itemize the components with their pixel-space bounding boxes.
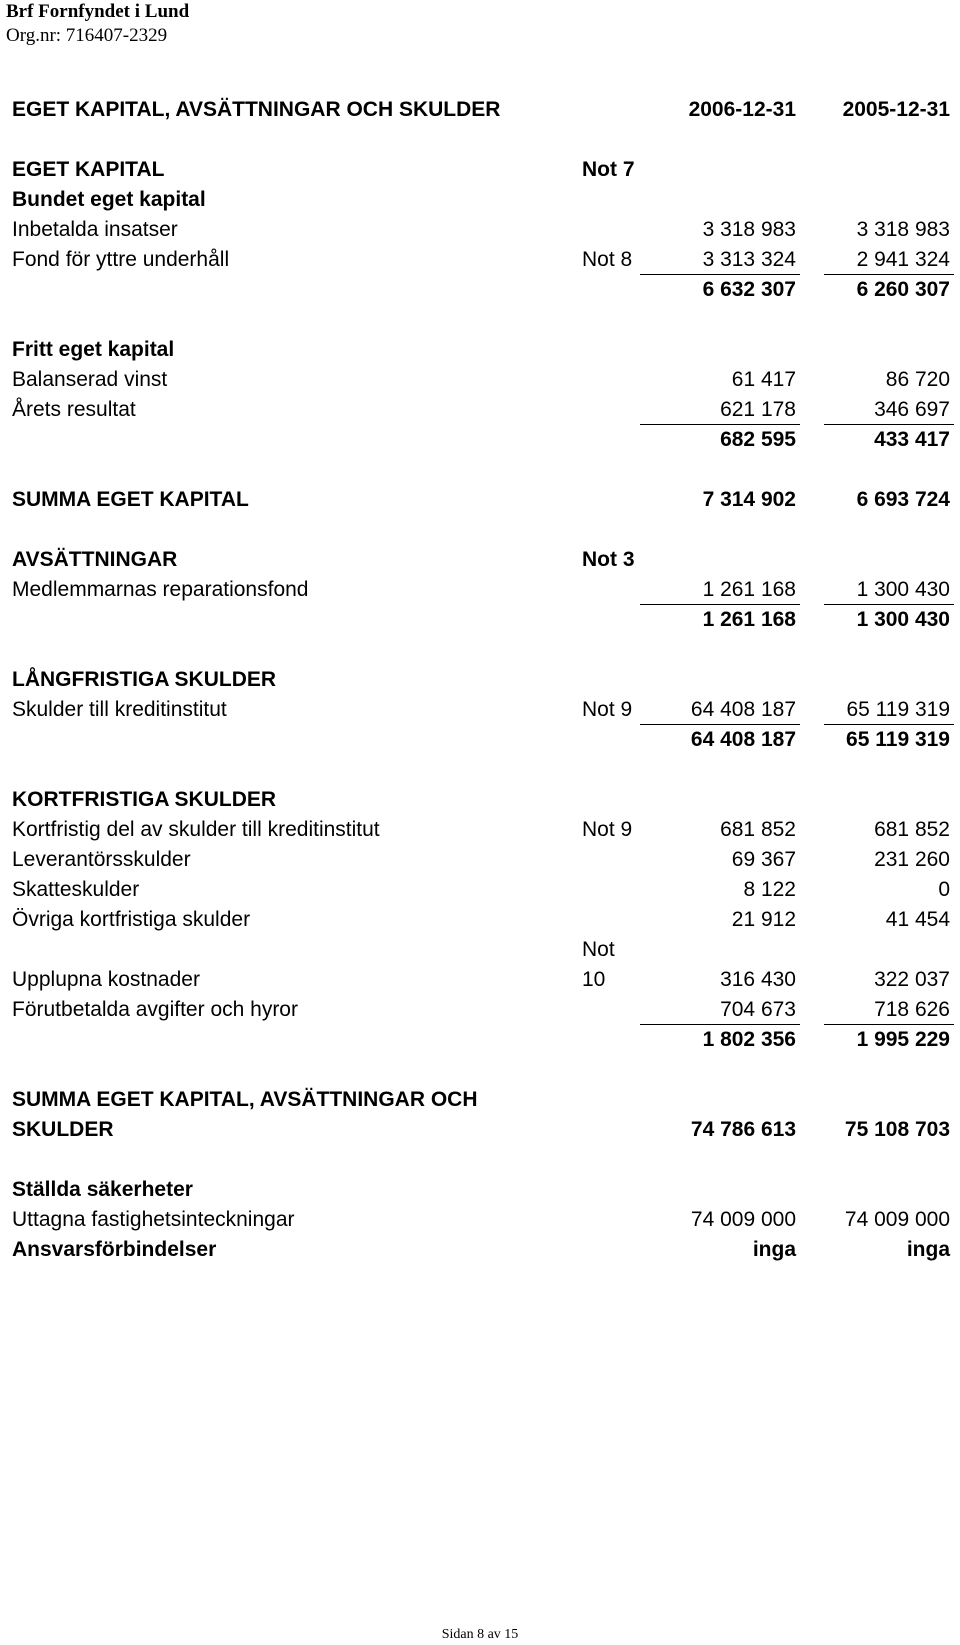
- value-2006: 21 912: [731, 908, 796, 931]
- row-label: Årets resultat: [12, 398, 136, 421]
- value-2005: 1 300 430: [856, 608, 950, 631]
- table-row: [12, 515, 956, 545]
- value-2006: 621 178: [720, 398, 796, 421]
- table-row: [12, 575, 956, 605]
- value-2006: inga: [752, 1238, 796, 1261]
- row-label: LÅNGFRISTIGA SKULDER: [12, 668, 277, 691]
- row-label: SUMMA EGET KAPITAL: [12, 488, 249, 511]
- row-label: Ställda säkerheter: [12, 1178, 193, 1201]
- value-2005: 6 260 307: [856, 278, 950, 301]
- row-label: Ansvarsförbindelser: [12, 1238, 217, 1261]
- row-label: AVSÄTTNINGAR: [12, 548, 178, 571]
- table-row: [12, 725, 956, 755]
- row-note: Not 9: [582, 698, 633, 721]
- table-row: [12, 455, 956, 485]
- balance-sheet: [12, 95, 956, 1265]
- table-row: [12, 395, 956, 425]
- org-number: Org.nr: 716407-2329: [6, 25, 168, 46]
- value-2005: 0: [938, 878, 950, 901]
- row-label: Medlemmarnas reparationsfond: [12, 578, 309, 601]
- table-row: [12, 545, 956, 575]
- value-2005: 74 009 000: [844, 1208, 950, 1231]
- value-2006: 3 313 324: [702, 248, 796, 271]
- value-2005: inga: [906, 1238, 950, 1261]
- value-2005: 75 108 703: [844, 1118, 950, 1141]
- value-2005: 2 941 324: [856, 248, 950, 271]
- value-2006: 74 786 613: [690, 1118, 796, 1141]
- value-2006: 64 408 187: [690, 728, 796, 751]
- table-row: [12, 1085, 956, 1115]
- row-label: Skulder till kreditinstitut: [12, 698, 227, 721]
- value-2005: 231 260: [874, 848, 950, 871]
- value-2006: 64 408 187: [690, 698, 796, 721]
- column-header-2005: 2005-12-31: [842, 98, 950, 121]
- value-2005: 681 852: [874, 818, 950, 841]
- row-label: SUMMA EGET KAPITAL, AVSÄTTNINGAR OCH: [12, 1088, 478, 1111]
- table-row: [12, 365, 956, 395]
- row-note: Not: [582, 938, 615, 961]
- table-row: [12, 845, 956, 875]
- value-2005: 322 037: [874, 968, 950, 991]
- table-row: [12, 485, 956, 515]
- row-label: Övriga kortfristiga skulder: [12, 908, 251, 931]
- row-label: Balanserad vinst: [12, 368, 168, 391]
- column-header-2006: 2006-12-31: [688, 98, 796, 121]
- row-note: Not 7: [582, 158, 635, 181]
- row-note: 10: [582, 968, 606, 991]
- page-header: [6, 0, 189, 48]
- row-label: Fond för yttre underhåll: [12, 248, 230, 271]
- table-row: [12, 1115, 956, 1145]
- table-row: [12, 815, 956, 845]
- table-row: [12, 1025, 956, 1055]
- value-2005: 3 318 983: [856, 218, 950, 241]
- row-label: EGET KAPITAL: [12, 158, 165, 181]
- value-2005: 346 697: [874, 398, 950, 421]
- table-row: [12, 875, 956, 905]
- table-row: [12, 185, 956, 215]
- row-note: Not 9: [582, 818, 633, 841]
- row-label: Förutbetalda avgifter och hyror: [12, 998, 298, 1021]
- value-2006: 7 314 902: [702, 488, 796, 511]
- row-label: SKULDER: [12, 1118, 114, 1141]
- value-2006: 69 367: [731, 848, 796, 871]
- value-2006: 316 430: [720, 968, 796, 991]
- company-name: Brf Fornfyndet i Lund: [6, 1, 190, 22]
- value-2005: 6 693 724: [856, 488, 950, 511]
- table-row: [12, 965, 956, 995]
- table-row: [12, 995, 956, 1025]
- value-2006: 682 595: [720, 428, 796, 451]
- value-2005: 65 119 319: [846, 698, 950, 721]
- table-row: [12, 215, 956, 245]
- table-row: [12, 245, 956, 275]
- table-row: [12, 305, 956, 335]
- row-label: Fritt eget kapital: [12, 338, 175, 361]
- table-row: [12, 1145, 956, 1175]
- row-label: Inbetalda insatser: [12, 218, 178, 241]
- value-2006: 3 318 983: [702, 218, 796, 241]
- table-row: [12, 1235, 956, 1265]
- table-row: [12, 1205, 956, 1235]
- table-row: [12, 335, 956, 365]
- table-row: [12, 635, 956, 665]
- value-2006: 6 632 307: [702, 278, 796, 301]
- row-note: Not 8: [582, 248, 633, 271]
- row-label: Skatteskulder: [12, 878, 140, 901]
- balance-rows: [12, 155, 956, 1265]
- value-2006: 681 852: [720, 818, 796, 841]
- table-row: [12, 785, 956, 815]
- value-2006: 704 673: [720, 998, 796, 1021]
- value-2006: 8 122: [743, 878, 796, 901]
- value-2005: 86 720: [885, 368, 950, 391]
- spacer-row: [12, 125, 956, 155]
- table-row: [12, 275, 956, 305]
- table-row: [12, 755, 956, 785]
- table-row: [12, 1175, 956, 1205]
- row-label: Bundet eget kapital: [12, 188, 206, 211]
- value-2005: 718 626: [874, 998, 950, 1021]
- table-row: [12, 695, 956, 725]
- row-note: Not 3: [582, 548, 635, 571]
- value-2005: 1 995 229: [856, 1028, 950, 1051]
- value-2005: 1 300 430: [856, 578, 950, 601]
- table-row: [12, 155, 956, 185]
- value-2005: 433 417: [874, 428, 950, 451]
- table-row: [12, 425, 956, 455]
- value-2006: 61 417: [731, 368, 796, 391]
- table-row: [12, 905, 956, 935]
- row-label: Leverantörsskulder: [12, 848, 191, 871]
- value-2006: 74 009 000: [690, 1208, 796, 1231]
- section-title: EGET KAPITAL, AVSÄTTNINGAR OCH SKULDER: [12, 98, 501, 121]
- row-label: KORTFRISTIGA SKULDER: [12, 788, 277, 811]
- table-row: [12, 665, 956, 695]
- row-label: Kortfristig del av skulder till kreditinstitut: [12, 818, 380, 841]
- title-row: [12, 95, 956, 125]
- table-row: [12, 935, 956, 965]
- table-row: [12, 1055, 956, 1085]
- table-row: [12, 605, 956, 635]
- row-label: Uttagna fastighetsinteckningar: [12, 1208, 295, 1231]
- value-2005: 41 454: [885, 908, 950, 931]
- value-2006: 1 261 168: [702, 608, 796, 631]
- page-number: Sidan 8 av 15: [441, 1627, 519, 1642]
- value-2006: 1 802 356: [702, 1028, 796, 1051]
- value-2005: 65 119 319: [846, 728, 950, 751]
- row-label: Upplupna kostnader: [12, 968, 200, 991]
- value-2006: 1 261 168: [702, 578, 796, 601]
